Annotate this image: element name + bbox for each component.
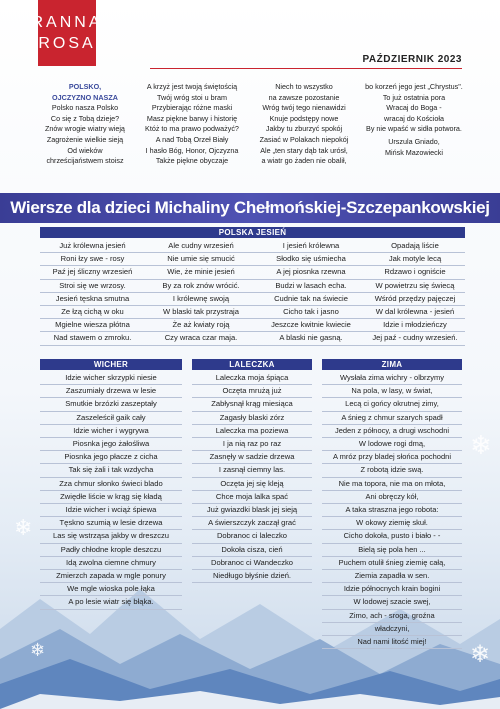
- poem-line: Cudnie tak na świecie: [257, 293, 365, 306]
- polska-jesien-title: POLSKA JESIEŃ: [40, 227, 465, 238]
- poem-line: Zimo, ach - sroga, groźna: [322, 610, 462, 623]
- poem-line: Paź jej śliczny wrzesień: [40, 266, 145, 279]
- poem-line: Zagasły blaski zórz: [192, 412, 312, 425]
- poem-line: Budzi w lasach echa.: [257, 280, 365, 293]
- poem-line: Jej paź - cudny wrzesień.: [365, 332, 465, 345]
- poem-line: Jeden z północy, a drugi wschodni: [322, 425, 462, 438]
- poem-line: W powietrzu się świecą: [365, 280, 465, 293]
- intro-poem: [40, 82, 470, 187]
- poem-line: A mróz przy bladej słońca pochodni: [322, 451, 462, 464]
- poem-line: Idzie wicher skrzypki niesie: [40, 372, 182, 385]
- poem-line: Wracaj do Boga -: [386, 103, 442, 113]
- section-banner: Wiersze dla dzieci Michaliny Chełmońskiej-Szczepankowskiej: [0, 193, 500, 223]
- poem-line: Dobranoc ci Wandeczko: [192, 557, 312, 570]
- poem-line: na zawsze pozostanie: [268, 92, 340, 102]
- intro-col-4: [358, 82, 470, 158]
- poem-line: W lodowe rogi dmą,: [322, 438, 462, 451]
- poem-line: Na pola, w lasy, w świat,: [322, 385, 462, 398]
- intro-col-2: [138, 82, 246, 167]
- poem-line: Ziemia zapadła w sen.: [322, 570, 462, 583]
- poem-line: Zmierzch zapada w mgle ponury: [40, 570, 182, 583]
- poem-line: Las się wstrząsa jakby w dreszczu: [40, 530, 182, 543]
- poem-line: I hasło Bóg, Honor, Ojczyzna: [145, 145, 239, 155]
- poem-line: Idzie wicher i wygrywa: [40, 425, 182, 438]
- poem-line: Jesień tęskna smutna: [40, 293, 145, 306]
- poem-line: Idzie wicher i wciąż śpiewa: [40, 504, 182, 517]
- poem-line: Że aż kwiaty roją: [145, 319, 257, 332]
- poem-line: Już królewna jesień: [40, 240, 145, 253]
- poem-line: Rdzawo i ogniście: [365, 266, 465, 279]
- poem-line: A krzyż jest twoją świętością: [146, 82, 238, 91]
- snowflake-icon: ❄: [14, 515, 33, 540]
- poem-line: Niedługo błyśnie dzień.: [192, 570, 312, 583]
- poem-line: Laleczka moja śpiąca: [192, 372, 312, 385]
- poem-line: Zabłysnął krąg miesiąca: [192, 398, 312, 411]
- poem-line: Twój wróg stoi u bram: [157, 92, 227, 102]
- poem-line: Czy wraca czar maja.: [145, 332, 257, 345]
- poem-line: I jesień królewna: [257, 240, 365, 253]
- poem-line: Niech to wszystko: [275, 82, 333, 91]
- poem-line: Laleczka ma poziewa: [192, 425, 312, 438]
- laleczka-title: LALECZKA: [192, 359, 312, 370]
- poem-line: Zasnęły w sadzie drzewa: [192, 451, 312, 464]
- poem-line: I zasnął ciemny las.: [192, 464, 312, 477]
- poem-line: A nad Tobą Orzeł Biały: [155, 134, 229, 144]
- poem-line: Ale „ten stary dąb tak urósł,: [260, 145, 348, 155]
- poem-line: Oczęta mrużą już: [192, 385, 312, 398]
- poem-line: A śnieg z chmur szarych spadł: [322, 412, 462, 425]
- poem-line: bo korzeń jego jest „Chrystus".: [365, 82, 463, 91]
- poem-line: Knuje podstępy nowe: [269, 113, 339, 123]
- poem-line: wracaj do Kościoła: [384, 113, 444, 123]
- poem-line: We mgle wioska pole łąka: [40, 583, 182, 596]
- poem-line: Roni łzy swe - rosy: [40, 253, 145, 266]
- poem-line: Także piękne obyczaje: [155, 156, 229, 166]
- issue-date: PAŹDZIERNIK 2023: [362, 54, 462, 65]
- wicher-poem: [40, 372, 182, 610]
- poem-line: Mgielne wiesza płótna: [40, 319, 145, 332]
- zima-poem: [322, 372, 462, 649]
- logo-line2: ROSA: [38, 35, 96, 52]
- poem-line: To już ostatnia pora: [382, 92, 446, 102]
- poem-line: Wysłała zima wichry - olbrzymy: [322, 372, 462, 385]
- poem-line: W okowy ziemię skuł.: [322, 517, 462, 530]
- wicher-title: WICHER: [40, 359, 182, 370]
- poem-line: A blaski nie gasną.: [257, 332, 365, 345]
- poem-line: Z robotą idzie swą.: [322, 464, 462, 477]
- poem-line: A jej piosnka rzewna: [257, 266, 365, 279]
- magazine-logo: [31, 0, 103, 66]
- poem-line: Ani obręczy kół,: [322, 491, 462, 504]
- poem-line: Masz piękne barwy i historię: [146, 113, 238, 123]
- poem-line: I ja nią raz po raz: [192, 438, 312, 451]
- zima-title: ZIMA: [322, 359, 462, 370]
- author-name: Urszula Gniado,: [388, 136, 440, 146]
- poem-line: Stroi się we wrzosy.: [40, 280, 145, 293]
- snowflake-icon: ❄: [470, 430, 492, 460]
- poem-line: Jakby tu zburzyć spokój: [265, 124, 343, 134]
- poem-line: Słodko się uśmiecha: [257, 253, 365, 266]
- poem-line: Od wieków: [67, 145, 103, 155]
- snowflake-icon: ❄: [30, 640, 46, 660]
- poem-line: Puchem otulił śnieg ziemię całą,: [322, 557, 462, 570]
- poem-line: Idą zwolna ciemne chmury: [40, 557, 182, 570]
- poem-line: Już gwiazdki blask jej sieją: [192, 504, 312, 517]
- poem-line: Idzie północnych krain bogini: [322, 583, 462, 596]
- poem-line: a wiatr go żaden nie obalił,: [261, 156, 347, 166]
- poem-line: Znów wrogie wiatry wieją: [45, 124, 125, 134]
- poem-line: Padły chłodne krople deszczu: [40, 544, 182, 557]
- poem-line: Co się z Tobą dzieje?: [50, 113, 120, 123]
- author-place: Mińsk Mazowiecki: [385, 147, 443, 157]
- poem-line: Zasiać w Polakach niepokój: [259, 134, 349, 144]
- logo-line1: RANNA: [31, 14, 103, 31]
- snowflake-icon: ❄: [470, 641, 491, 668]
- poem-line: Dokoła cisza, cień: [192, 544, 312, 557]
- poem-line: Jak motyle lecą: [365, 253, 465, 266]
- header-divider: [150, 68, 462, 69]
- poem-line: A świerszczyk zaczął grać: [192, 517, 312, 530]
- poem-line: Chce moja lalka spać: [192, 491, 312, 504]
- poem-line: Smutkie brzózki zaszeptały: [40, 398, 182, 411]
- poem-line: W blaski tak przystraja: [145, 306, 257, 319]
- poem-line: Opadają liście: [365, 240, 465, 253]
- poem-line: Tak się żali i tak wzdycha: [40, 464, 182, 477]
- poem-line: Oczęta jej się kleją: [192, 478, 312, 491]
- poem-line: Przybierając różne maski: [151, 103, 233, 113]
- intro-col-1: [40, 82, 130, 167]
- poem-line: Jeszcze kwitnie kwiecie: [257, 319, 365, 332]
- poem-line: Wróg twój tego nienawidzi: [262, 103, 346, 113]
- polska-jesien-col-3: [257, 240, 365, 346]
- poem-line: Zza chmur słonko świeci blado: [40, 478, 182, 491]
- poem-line: Cicho tak i jasno: [257, 306, 365, 319]
- poem-title: POLSKO,: [68, 82, 102, 91]
- poem-line: Piosnka jego żałośliwa: [40, 438, 182, 451]
- poem-line: Dobranoc ci laleczko: [192, 530, 312, 543]
- poem-line: władczyni,: [322, 623, 462, 636]
- poem-line: Ale cudny wrzesień: [145, 240, 257, 253]
- poem-line: Tęskno szumią w lesie drzewa: [40, 517, 182, 530]
- poem-line: Któż to ma prawo podważyć?: [145, 124, 239, 134]
- poem-line: W lodowej szacie swej,: [322, 596, 462, 609]
- laleczka-poem: [192, 372, 312, 583]
- poem-line: Zaszumiały drzewa w lesie: [40, 385, 182, 398]
- poem-line: Polsko nasza Polsko: [51, 103, 119, 113]
- poem-title: OJCZYZNO NASZA: [52, 92, 118, 102]
- poem-line: Zaszeleścił gaik cały: [40, 412, 182, 425]
- poem-line: Piosnka jego płacze z cicha: [40, 451, 182, 464]
- polska-jesien-col-2: [145, 240, 257, 346]
- poem-line: Nad stawem o zmroku.: [40, 332, 145, 345]
- poem-line: Ze łzą cichą w oku: [40, 306, 145, 319]
- poem-line: Nad nami litość miej!: [322, 636, 462, 649]
- poem-line: Bielą się pola hen ...: [322, 544, 462, 557]
- poem-line: I królewnę swoją: [145, 293, 257, 306]
- poem-line: Wie, że minie jesień: [145, 266, 257, 279]
- poem-line: A po lesie wiatr się błąka.: [40, 596, 182, 609]
- poem-line: chrześcijaństwem stoisz: [46, 156, 124, 166]
- poem-line: Lecą ci gońcy okrutnej zimy,: [322, 398, 462, 411]
- poem-line: Nie ma topora, nie ma on młota,: [322, 478, 462, 491]
- polska-jesien-col-4: [365, 240, 465, 346]
- poem-line: Nie umie się smucić: [145, 253, 257, 266]
- poem-line: Cicho dokoła, pusto i biało - -: [322, 530, 462, 543]
- poem-line: By nie wpaść w sidła potwora.: [366, 124, 462, 134]
- poem-line: Wśród przędzy pajęczej: [365, 293, 465, 306]
- polska-jesien-col-1: [40, 240, 145, 346]
- intro-col-3: [250, 82, 358, 167]
- poem-line: By za rok znów wrócić.: [145, 280, 257, 293]
- poem-line: Zagrożenie wielkie sieją: [46, 134, 124, 144]
- poem-line: A taka straszna jego robota:: [322, 504, 462, 517]
- poem-line: W dal królewna - jesień: [365, 306, 465, 319]
- poem-line: Zwiędłe liście w krąg się kładą: [40, 491, 182, 504]
- poem-line: Idzie i młodzieńczy: [365, 319, 465, 332]
